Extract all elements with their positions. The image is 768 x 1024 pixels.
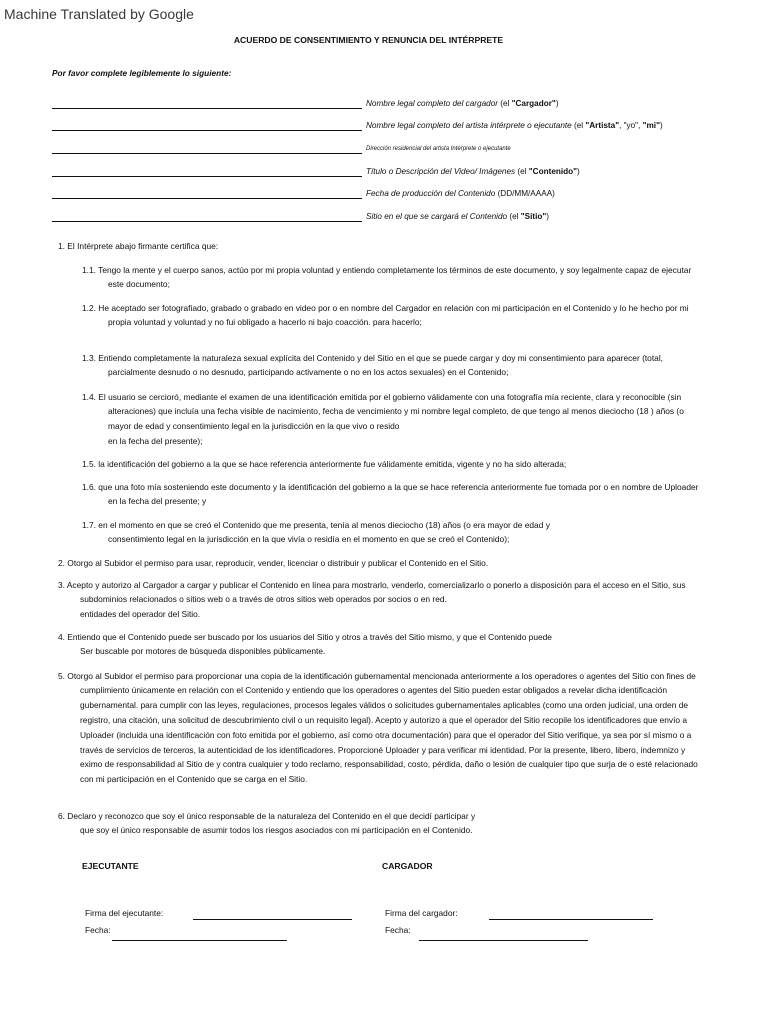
clause-1-7 [82, 518, 550, 548]
uploader-date-line [419, 940, 588, 941]
uploader-signature-line [489, 919, 653, 920]
clause-line: entidades del operador del Sitio. [80, 609, 201, 620]
clause-line: en la fecha del presente; y [108, 496, 207, 507]
clause-1-5 [82, 457, 566, 472]
clause-line: Ser buscable por motores de búsqueda disponibles públicamente. [80, 646, 326, 657]
label-term-open: (el [517, 167, 529, 176]
clause-line: 1.4. El usuario se cercioró, mediante el examen de una identificación emitida por el gobierno válidamente con una fotografía mía reciente, clara y reconocible (sin [82, 391, 682, 402]
date-format-hint: (DD/MM/AAAA) [497, 189, 555, 198]
label-term-close: ) [577, 167, 580, 176]
label-term-open: (el [500, 99, 512, 108]
label-term: "Artista" [585, 121, 620, 130]
performer-address-label [366, 143, 511, 155]
label-term-open: (el [509, 212, 521, 221]
machine-translation-notice: Machine Translated by Google [4, 6, 194, 22]
field-performer-name [52, 120, 712, 132]
label-term: "mi" [642, 121, 660, 130]
clause-1-1 [82, 263, 691, 293]
clause-4 [58, 630, 552, 660]
label-term-close: ) [659, 121, 663, 130]
clause-5 [58, 669, 698, 787]
performer-signature-label: Firma del ejecutante: [85, 908, 164, 918]
performer-address-blank-line [52, 153, 362, 154]
clause-line: con mi participación en el Contenido que se carga en el Sitio. [80, 774, 308, 785]
upload-site-blank-line [52, 221, 362, 222]
content-title-label [366, 166, 580, 178]
clause-line: cumplimiento únicamente en relación con el Contenido y entiendo que los operadores o agentes del Sitio pueden estar obligados a revelar dicha identificación [80, 685, 668, 696]
label-term-open: (el [574, 121, 586, 130]
content-title-blank-line [52, 176, 362, 177]
clause-line: mayor de edad y consentimiento legal en la jurisdicción en la que vivo o resido [108, 421, 400, 432]
clause-6 [58, 809, 475, 839]
uploader-date-label: Fecha: [385, 925, 411, 935]
clause-1-6 [82, 480, 698, 510]
clause-1-2 [82, 301, 689, 331]
clause-line: consentimiento legal en la jurisdicción en la que vivía o residía en el momento en que se creó el Contenido); [108, 534, 510, 545]
clause-line: 3. Acepto y autorizo al Cargador a cargar y publicar el Contenido en línea para mostrarlo, venderlo, comercializarlo o ponerlo a disposición para el acceso en el Sitio, sus [58, 579, 686, 590]
field-production-date [52, 188, 712, 200]
label-text: Fecha de producción del Contenido [366, 189, 496, 198]
label-text: Título o Descripción del Video/ Imágenes [366, 167, 516, 176]
field-uploader-name [52, 98, 712, 110]
clause-line: propia voluntad y voluntad y no fui obligado a hacerlo ni bajo coacción. para hacerlo; [108, 317, 422, 328]
performer-date-line [112, 940, 287, 941]
clause-line: gubernamental. para cumplir con las leyes, regulaciones, procesos legales válidos o solicitudes gubernamentales aplicables (como una orden judicial, una orden de [80, 700, 689, 711]
clause-line: este documento; [108, 279, 170, 290]
clause-line: en la fecha del presente); [108, 435, 203, 446]
clause-2 [58, 556, 488, 571]
uploader-name-blank-line [52, 108, 362, 109]
clause-1-3 [82, 351, 663, 381]
clause-3 [58, 578, 686, 622]
clause-line: 6. Declaro y reconozco que soy el único responsable de la naturaleza del Contenido en el que decidí participar y [58, 810, 476, 821]
clause-line: 1.6. que una foto mía sosteniendo este documento y la identificación del gobierno a la que se hace referencia anteriormente fue tomada por o en nombre de Uploader [82, 481, 699, 492]
performer-date-label: Fecha: [85, 925, 111, 935]
production-date-label [366, 188, 555, 200]
uploader-signature-label: Firma del cargador: [385, 908, 458, 918]
performer-signature-line [193, 919, 352, 920]
clause-line: subdominios relacionados o sitios web o a través de otros sitios web operados por socios o en red. [80, 594, 447, 605]
clause-line: 2. Otorgo al Subidor el permiso para usar, reproducir, vender, licenciar o distribuir y publicar el Contenido en el Sitio. [58, 557, 489, 568]
uploader-name-label [366, 98, 559, 110]
clause-line: registro, una citación, una solicitud de descubrimiento civil o un requisito legal). Acepto y autorizo a que el operador del Sitio recopile los identificadores que envío a [80, 714, 688, 725]
clause-line: eximo de responsabilidad al Sitio de y contra cualquier y todo reclamo, responsabilidad, costo, pérdida, daño o lesión de cualquier tipo que surja de o esté relacionado [80, 759, 698, 770]
label-term: "Sitio" [520, 212, 547, 221]
label-text: Nombre legal completo del cargador [366, 99, 498, 108]
production-date-blank-line [52, 198, 362, 199]
clause-line: 1.3. Entiendo completamente la naturaleza sexual explícita del Contenido y del Sitio en el que se puede cargar y doy mi consentimiento para aparecer (total, [82, 352, 664, 363]
field-performer-address [52, 143, 712, 155]
clause-line: alteraciones) que incluía una fecha visible de nacimiento, fecha de vencimiento y mi nombre legal completo, de que tengo al menos dieciocho (18 ) años (o [108, 406, 684, 417]
label-term: "Contenido" [528, 167, 578, 176]
upload-site-label [366, 211, 549, 223]
field-content-title [52, 166, 712, 178]
label-text: Sitio en el que se cargará el Contenido [366, 212, 508, 221]
clause-line: Uploader (incluida una identificación con foto emitida por el gobierno, así como otra documentación) para que el operador del Sitio verifique, ya sea por sí mismo o a [80, 729, 692, 740]
label-term-separator: , "yo", [619, 121, 643, 130]
document-title: ACUERDO DE CONSENTIMIENTO Y RENUNCIA DEL INTÉRPRETE [233, 35, 504, 45]
field-upload-site [52, 211, 712, 223]
clause-line: 1.5. la identificación del gobierno a la que se hace referencia anteriormente fue válidamente emitida, vigente y no ha sido alterada; [82, 458, 567, 469]
clause-line: 1.7. en el momento en que se creó el Contenido que me presenta, tenía al menos dieciocho (18) años (o era mayor de edad y [82, 519, 550, 530]
clause-line: parcialmente desnudo o no desnudo, participando activamente o no en los actos sexuales) en el Contenido; [108, 367, 509, 378]
clause-line: que soy el único responsable de asumir todos los riesgos asociados con mi participación en el Contenido. [80, 825, 473, 836]
uploader-heading: CARGADOR [382, 861, 433, 871]
clause-1-4 [82, 390, 684, 449]
clause-line: 5. Otorgo al Subidor el permiso para proporcionar una copia de la identificación gubernamental mencionada anteriormente a los operadores o agentes del Sitio con fines de [58, 670, 696, 681]
performer-heading: EJECUTANTE [82, 861, 139, 871]
clause-1 [58, 239, 218, 254]
label-term: "Cargador" [511, 99, 556, 108]
clause-line: través de servicios de terceros, la autenticidad de los identificadores. Proporcioné Uploader y para verificar mi identidad. Por la presente, libero, libero, indemnizo y [80, 744, 686, 755]
performer-name-label [366, 120, 663, 132]
clause-line: 1.2. He aceptado ser fotografiado, grabado o grabado en video por o en nombre del Cargador en relación con mi participación en el Contenido y lo he hecho por mi [82, 302, 689, 313]
performer-name-blank-line [52, 130, 362, 131]
instructions-text: Por favor complete legiblemente lo siguiente: [52, 68, 232, 78]
label-text: Nombre legal completo del artista intérprete o ejecutante [366, 121, 572, 130]
label-text: Dirección residencial del artista Intérprete o ejecutante [366, 146, 511, 152]
clause-line: 4. Entiendo que el Contenido puede ser buscado por los usuarios del Sitio y otros a través del Sitio mismo, y que el Contenido puede [58, 631, 552, 642]
label-term-close: ) [555, 99, 559, 108]
clause-line: 1.1. Tengo la mente y el cuerpo sanos, actúo por mi propia voluntad y entiendo completamente los términos de este documento, y soy legalmente capaz de ejecutar [82, 264, 692, 275]
label-term-close: ) [546, 212, 550, 221]
clause-line: 1. El Intérprete abajo firmante certifica que: [58, 240, 219, 251]
